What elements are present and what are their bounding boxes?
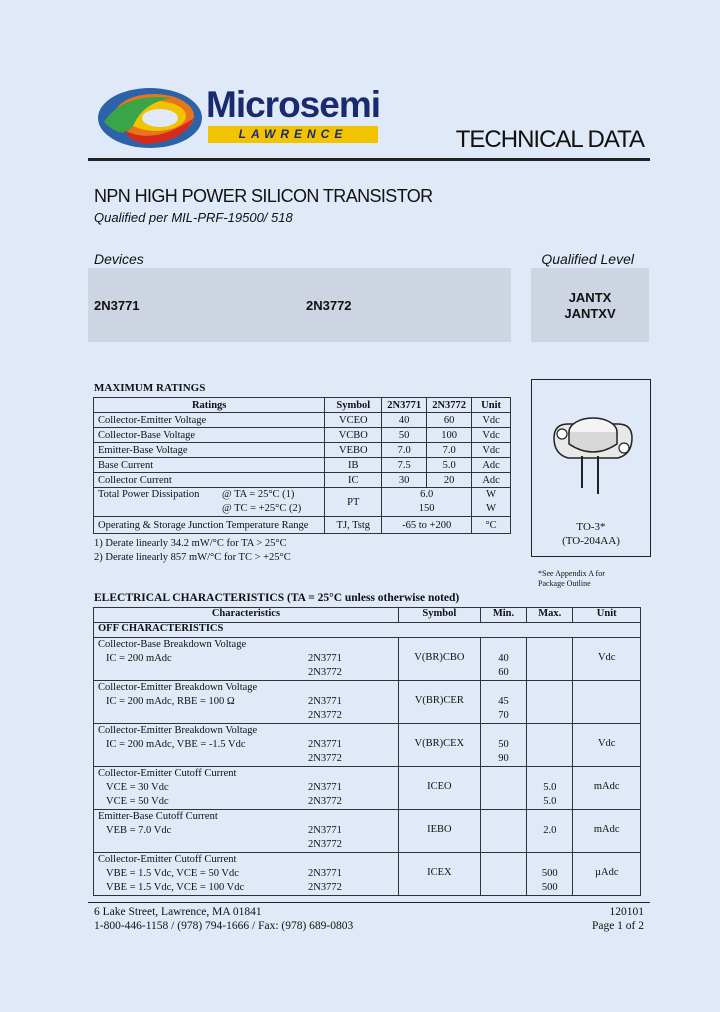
company-logo <box>94 72 206 158</box>
rating-value: 7.0 <box>427 443 472 458</box>
min-value-2n3771: 50 <box>498 739 509 750</box>
qualified-level-jantxv: JANTXV <box>564 306 616 321</box>
rating-value: 20 <box>427 473 472 488</box>
device-2n3772: 2N3772 <box>306 298 352 313</box>
rating-unit: Vdc <box>472 428 511 443</box>
footer-doc-code: 120101 <box>609 906 644 918</box>
rating-name: Collector Current <box>94 473 325 488</box>
footer-page-number: Page 1 of 2 <box>591 920 644 932</box>
device-label: 2N3771 <box>308 653 342 664</box>
table-row <box>94 443 511 458</box>
max-value <box>527 724 573 767</box>
characteristic-symbol: V(BR)CEX <box>398 724 480 767</box>
rating-name: Emitter-Base Voltage <box>94 443 325 458</box>
rating-value: 30 <box>382 473 427 488</box>
max-ratings-table <box>93 397 511 534</box>
rating-symbol: IB <box>325 458 382 473</box>
table-row <box>94 638 641 681</box>
power-condition-case: @ TC = +25°C (2) <box>222 503 302 514</box>
characteristic-name: Collector-Emitter Cutoff Current <box>98 854 237 865</box>
min-value <box>480 724 526 767</box>
characteristic-symbol: V(BR)CER <box>398 681 480 724</box>
footer-phone: 1-800-446-1158 / (978) 794-1666 / Fax: (978) 689-0803 <box>94 920 354 932</box>
device-label: 2N3771 <box>308 696 342 707</box>
max-value <box>527 638 573 681</box>
characteristic <box>94 767 399 810</box>
min-value-2n3771: 40 <box>498 653 509 664</box>
min-value-2n3772: 70 <box>498 710 509 721</box>
rating-value: 40 <box>382 413 427 428</box>
table-row <box>94 488 511 517</box>
table-row <box>94 853 641 896</box>
rating-symbol: PT <box>325 488 382 517</box>
table-row <box>94 810 641 853</box>
max-value-2n3772: 500 <box>541 882 558 893</box>
table-row <box>94 413 511 428</box>
column-header: Unit <box>472 398 511 413</box>
rating-value: 60 <box>427 413 472 428</box>
table-row <box>94 724 641 767</box>
table-row <box>94 517 511 534</box>
min-value-2n3771: 45 <box>498 696 509 707</box>
min-value <box>480 681 526 724</box>
column-header: 2N3772 <box>427 398 472 413</box>
package-note-line: *See Appendix A for <box>538 569 605 578</box>
device-label: 2N3771 <box>308 825 342 836</box>
rating-symbol: IC <box>325 473 382 488</box>
characteristic <box>94 681 399 724</box>
section-title: OFF CHARACTERISTICS <box>94 623 641 638</box>
rating-symbol: VEBO <box>325 443 382 458</box>
devices-label: Devices <box>94 251 144 267</box>
power-dissipation-label: Total Power Dissipation <box>98 489 200 500</box>
rating-symbol: TJ, Tstg <box>325 517 382 534</box>
unit: mAdc <box>573 767 641 810</box>
unit: Vdc <box>573 724 641 767</box>
device-label: 2N3772 <box>308 667 342 678</box>
table-header-row <box>94 608 641 623</box>
min-value-2n3772: 60 <box>498 667 509 678</box>
rating-value <box>382 488 472 517</box>
electrical-table <box>93 607 641 896</box>
device-label: 2N3772 <box>308 882 342 893</box>
characteristic-name: Collector-Emitter Breakdown Voltage <box>98 725 258 736</box>
package-panel <box>531 379 651 557</box>
header-rule <box>88 158 650 161</box>
table-row <box>94 681 641 724</box>
rating-unit: Adc <box>472 458 511 473</box>
device-label: 2N3771 <box>308 739 342 750</box>
device-2n3771: 2N3771 <box>94 298 140 313</box>
rating-symbol: VCBO <box>325 428 382 443</box>
power-value-case: 150 <box>418 503 435 514</box>
rating-name: Collector-Base Voltage <box>94 428 325 443</box>
min-value <box>480 767 526 810</box>
footnote: 2) Derate linearly 857 mW/°C for TC > +25°C <box>94 552 291 563</box>
max-value-2n3771: 2.0 <box>543 825 557 836</box>
package-code: (TO-204AA) <box>562 535 620 547</box>
rating-name: Collector-Emitter Voltage <box>94 413 325 428</box>
rating-name: Base Current <box>94 458 325 473</box>
qualified-level-label: Qualified Level <box>541 251 634 267</box>
package-note <box>538 569 605 589</box>
qualified-level-panel <box>531 268 649 342</box>
unit: Vdc <box>573 638 641 681</box>
footer-rule <box>88 902 650 903</box>
rating-value: 5.0 <box>427 458 472 473</box>
column-header: Characteristics <box>94 608 399 623</box>
rating-unit <box>472 488 511 517</box>
table-row <box>94 767 641 810</box>
device-label: 2N3772 <box>308 796 342 807</box>
max-value-2n3771: 5.0 <box>543 782 557 793</box>
column-header: Symbol <box>325 398 382 413</box>
characteristic-condition: IC = 200 mAdc <box>106 653 172 664</box>
rating-name <box>94 488 325 517</box>
table-header-row <box>94 398 511 413</box>
rating-value: 7.0 <box>382 443 427 458</box>
min-value <box>480 638 526 681</box>
column-header: Max. <box>527 608 573 623</box>
package-name: TO-3* <box>576 521 606 533</box>
characteristic <box>94 638 399 681</box>
rating-unit: °C <box>472 517 511 534</box>
rating-value: 50 <box>382 428 427 443</box>
section-row <box>94 623 641 638</box>
column-header: 2N3771 <box>382 398 427 413</box>
page-title: NPN HIGH POWER SILICON TRANSISTOR <box>94 186 433 206</box>
characteristic-symbol: ICEX <box>398 853 480 896</box>
rating-unit: Vdc <box>472 443 511 458</box>
column-header: Symbol <box>398 608 480 623</box>
page-subtitle: Qualified per MIL-PRF-19500/ 518 <box>94 210 293 225</box>
characteristic-condition: IC = 200 mAdc, RBE = 100 Ω <box>106 696 235 707</box>
document-type: TECHNICAL DATA <box>455 126 644 153</box>
rating-name: Operating & Storage Junction Temperature Range <box>94 517 325 534</box>
rating-value: 100 <box>427 428 472 443</box>
rating-value: -65 to +200 <box>382 517 472 534</box>
power-unit: W <box>486 489 497 500</box>
brand-subtitle: LAWRENCE <box>208 126 378 143</box>
device-label: 2N3772 <box>308 753 342 764</box>
column-header: Ratings <box>94 398 325 413</box>
characteristic-condition: IC = 200 mAdc, VBE = -1.5 Vdc <box>106 739 246 750</box>
min-value <box>480 810 526 853</box>
rating-unit: Vdc <box>472 413 511 428</box>
power-unit: W <box>486 503 497 514</box>
characteristic-name: Collector-Emitter Breakdown Voltage <box>98 682 258 693</box>
electrical-title: ELECTRICAL CHARACTERISTICS (TA = 25°C unless otherwise noted) <box>94 592 460 604</box>
device-label: 2N3772 <box>308 710 342 721</box>
brand-name: Microsemi <box>206 84 381 125</box>
to3-package-icon <box>548 410 638 510</box>
max-value <box>527 767 573 810</box>
rating-symbol: VCEO <box>325 413 382 428</box>
characteristic-condition: VBE = 1.5 Vdc, VCE = 100 Vdc <box>106 882 245 893</box>
power-condition-ambient: @ TA = 25°C (1) <box>222 489 295 500</box>
characteristic-name: Collector-Emitter Cutoff Current <box>98 768 237 779</box>
table-row <box>94 458 511 473</box>
column-header: Unit <box>573 608 641 623</box>
table-row <box>94 473 511 488</box>
column-header: Min. <box>480 608 526 623</box>
max-value <box>527 810 573 853</box>
characteristic-name: Emitter-Base Cutoff Current <box>98 811 218 822</box>
min-value-2n3772: 90 <box>498 753 509 764</box>
min-value <box>480 853 526 896</box>
rating-unit: Adc <box>472 473 511 488</box>
characteristic-condition: VEB = 7.0 Vdc <box>106 825 172 836</box>
package-caption <box>532 520 650 548</box>
max-ratings-title: MAXIMUM RATINGS <box>94 382 206 394</box>
rating-value: 7.5 <box>382 458 427 473</box>
characteristic-condition: VCE = 30 Vdc <box>106 782 169 793</box>
characteristic-symbol: V(BR)CBO <box>398 638 480 681</box>
unit: mAdc <box>573 810 641 853</box>
characteristic <box>94 810 399 853</box>
package-note-line: Package Outline <box>538 579 591 588</box>
unit: µAdc <box>573 853 641 896</box>
max-value <box>527 681 573 724</box>
characteristic-name: Collector-Base Breakdown Voltage <box>98 639 247 650</box>
footer-address: 6 Lake Street, Lawrence, MA 01841 <box>94 906 262 918</box>
device-label: 2N3772 <box>308 839 342 850</box>
qualified-level-jantx: JANTX <box>568 290 612 305</box>
max-value-2n3772: 5.0 <box>543 796 557 807</box>
footnote: 1) Derate linearly 34.2 mW/°C for TA > 25°C <box>94 538 287 549</box>
characteristic-condition: VCE = 50 Vdc <box>106 796 169 807</box>
characteristic-condition: VBE = 1.5 Vdc, VCE = 50 Vdc <box>106 868 239 879</box>
max-value-2n3771: 500 <box>541 868 558 879</box>
unit <box>573 681 641 724</box>
table-row <box>94 428 511 443</box>
device-label: 2N3771 <box>308 782 342 793</box>
characteristic <box>94 724 399 767</box>
characteristic-symbol: IEBO <box>398 810 480 853</box>
characteristic <box>94 853 399 896</box>
characteristic-symbol: ICEO <box>398 767 480 810</box>
devices-panel <box>88 268 511 342</box>
device-label: 2N3771 <box>308 868 342 879</box>
max-value <box>527 853 573 896</box>
power-value-ambient: 6.0 <box>420 489 434 500</box>
